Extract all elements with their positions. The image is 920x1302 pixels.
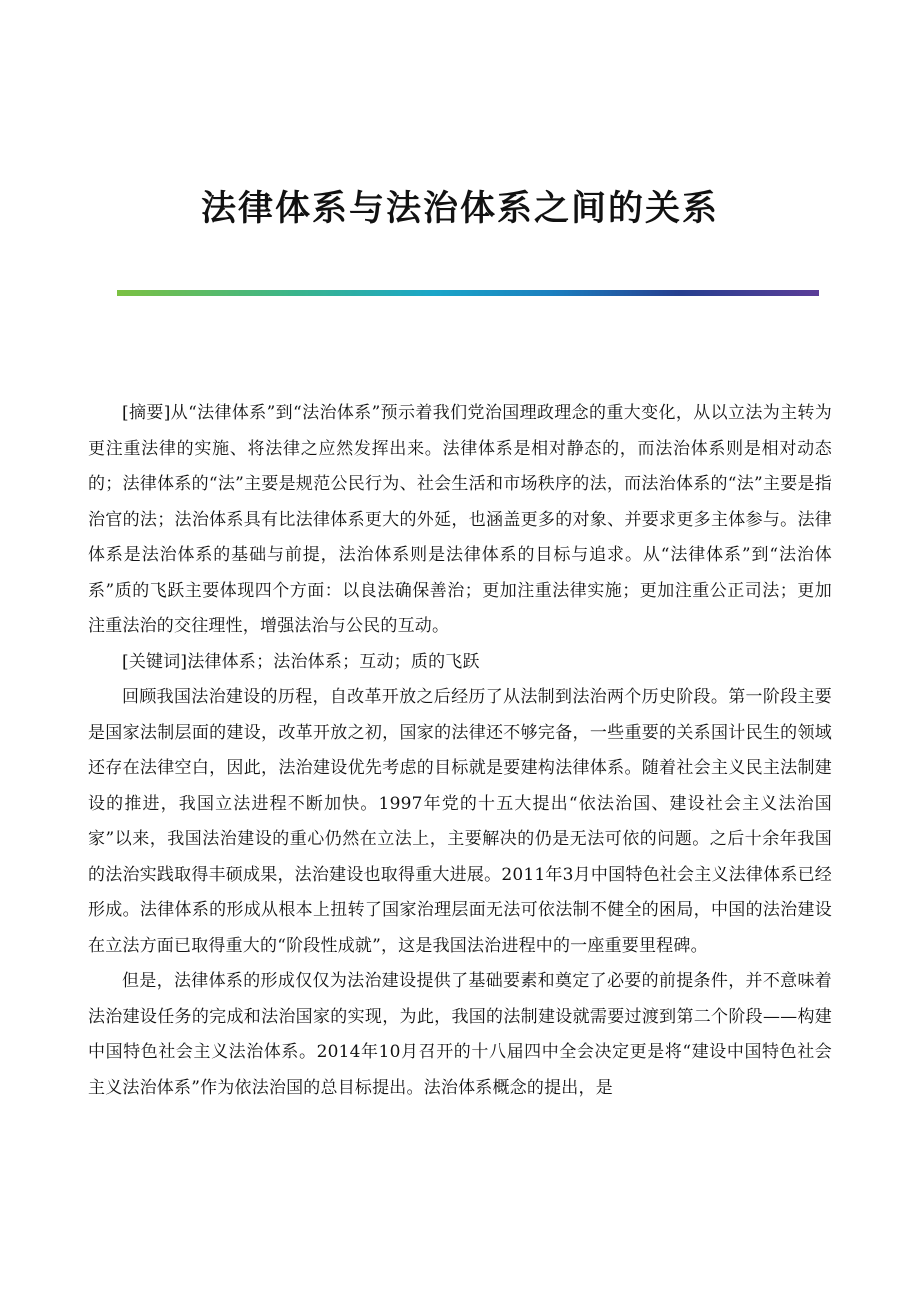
document-body: [88, 396, 832, 1106]
body-paragraph: 回顾我国法治建设的历程，自改革开放之后经历了从法制到法治两个历史阶段。第一阶段主要是国家法制层面的建设，改革开放之初，国家的法律还不够完备，一些重要的关系国计民生的领域还存在法律空白，因此，法治建设优先考虑的目标就是要建构法律体系。随着社会主义民主法制建设的推进，我国立法进程不断加快。1997年党的十五大提出“依法治国、建设社会主义法治国家”以来，我国法治建设的重心仍然在立法上，主要解决的仍是无法可依的问题。之后十余年我国的法治实践取得丰硕成果，法治建设也取得重大进展。2011年3月中国特色社会主义法律体系已经形成。法律体系的形成从根本上扭转了国家治理层面无法可依法制不健全的困局，中国的法治建设在立法方面已取得重大的“阶段性成就”，这是我国法治进程中的一座重要里程碑。: [88, 687, 832, 956]
document-title: 法律体系与法治体系之间的关系: [200, 188, 719, 229]
keywords-paragraph: [关键词]法律体系；法治体系；互动；质的飞跃: [122, 651, 480, 672]
abstract-paragraph: [摘要]从“法律体系”到“法治体系”预示着我们党治国理政理念的重大变化，从以立法为主转为更注重法律的实施、将法律之应然发挥出来。法律体系是相对静态的，而法治体系则是相对动态的；法律体系的“法”主要是规范公民行为、社会生活和市场秩序的法，而法治体系的“法”主要是指治官的法；法治体系具有比法律体系更大的外延，也涵盖更多的对象、并要求更多主体参与。法律体系是法治体系的基础与前提，法治体系则是法律体系的目标与追求。从“法律体系”到“法治体系”质的飞跃主要体现四个方面：以良法确保善治；更加注重法律实施；更加注重公正司法；更加注重法治的交往理性，增强法治与公民的互动。: [88, 403, 832, 636]
body-paragraph: 但是，法律体系的形成仅仅为法治建设提供了基础要素和奠定了必要的前提条件，并不意味着法治建设任务的完成和法治国家的实现，为此，我国的法制建设就需要过渡到第二个阶段——构建中国特色社会主义法治体系。2014年10月召开的十八届四中全会决定更是将“建设中国特色社会主义法治体系”作为依法治国的总目标提出。法治体系概念的提出，是: [88, 971, 832, 1098]
title-divider: [117, 290, 819, 296]
